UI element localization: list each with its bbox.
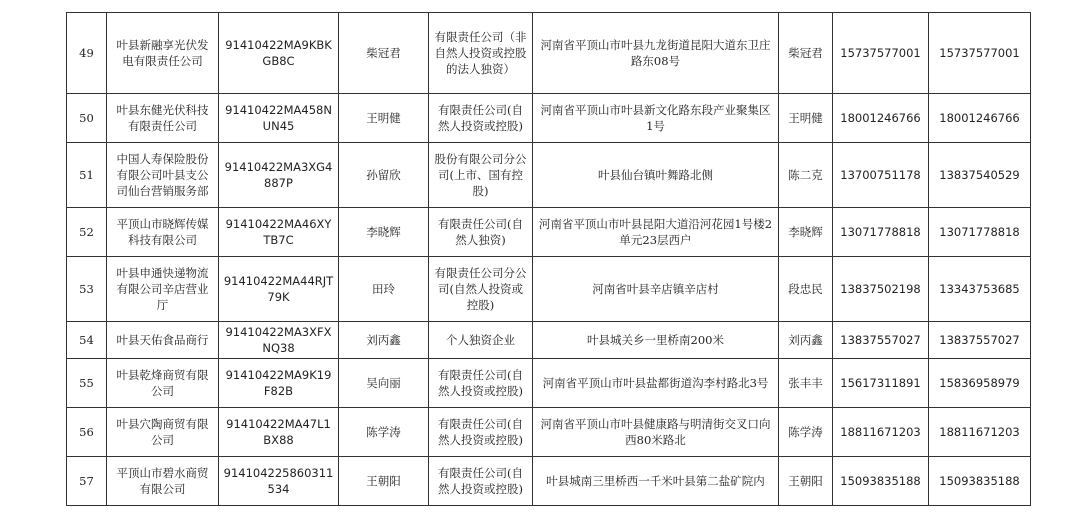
credit-code: 91410422MA3XFXNQ38 bbox=[219, 322, 339, 359]
table-row bbox=[67, 457, 1031, 506]
table-row bbox=[67, 94, 1031, 143]
legal-representative: 孙留欣 bbox=[339, 143, 429, 208]
phone-2: 13071778818 bbox=[929, 208, 1031, 257]
legal-representative: 李晓辉 bbox=[339, 208, 429, 257]
company-type: 有限责任公司(自然人投资或控股) bbox=[429, 408, 533, 457]
row-number: 56 bbox=[67, 408, 107, 457]
company-address: 河南省平顶山市叶县九龙街道昆阳大道东卫庄路东08号 bbox=[533, 13, 779, 94]
row-number: 57 bbox=[67, 457, 107, 506]
contact-person: 柴冠君 bbox=[779, 13, 833, 94]
phone-2: 13837540529 bbox=[929, 143, 1031, 208]
phone-2: 15836958979 bbox=[929, 359, 1031, 408]
company-name: 叶县天佑食品商行 bbox=[107, 322, 219, 359]
company-type: 有限责任公司(自然人投资或控股) bbox=[429, 94, 533, 143]
company-registry-table bbox=[66, 12, 1031, 506]
phone-1: 15093835188 bbox=[833, 457, 929, 506]
legal-representative: 王朝阳 bbox=[339, 457, 429, 506]
phone-2: 18001246766 bbox=[929, 94, 1031, 143]
phone-2: 18811671203 bbox=[929, 408, 1031, 457]
phone-2: 15737577001 bbox=[929, 13, 1031, 94]
row-number: 49 bbox=[67, 13, 107, 94]
table-row bbox=[67, 359, 1031, 408]
legal-representative: 刘丙鑫 bbox=[339, 322, 429, 359]
contact-person: 王朝阳 bbox=[779, 457, 833, 506]
row-number: 54 bbox=[67, 322, 107, 359]
contact-person: 王明健 bbox=[779, 94, 833, 143]
phone-1: 18811671203 bbox=[833, 408, 929, 457]
phone-2: 13837557027 bbox=[929, 322, 1031, 359]
table-row bbox=[67, 408, 1031, 457]
company-type: 有限责任公司(自然人独资) bbox=[429, 208, 533, 257]
company-name: 叶县申通快递物流有限公司辛店营业厅 bbox=[107, 257, 219, 322]
credit-code: 914104225860311534 bbox=[219, 457, 339, 506]
company-address: 河南省平顶山市叶县健康路与明清街交叉口向西80米路北 bbox=[533, 408, 779, 457]
credit-code: 91410422MA46XYTB7C bbox=[219, 208, 339, 257]
phone-2: 13343753685 bbox=[929, 257, 1031, 322]
company-name: 叶县东健光伏科技有限责任公司 bbox=[107, 94, 219, 143]
credit-code: 91410422MA47L1BX88 bbox=[219, 408, 339, 457]
legal-representative: 吴向丽 bbox=[339, 359, 429, 408]
contact-person: 陈学涛 bbox=[779, 408, 833, 457]
phone-1: 13837557027 bbox=[833, 322, 929, 359]
table-row bbox=[67, 13, 1031, 94]
company-name: 中国人寿保险股份有限公司叶县支公司仙台营销服务部 bbox=[107, 143, 219, 208]
legal-representative: 柴冠君 bbox=[339, 13, 429, 94]
company-type: 有限责任公司(自然人投资或控股) bbox=[429, 457, 533, 506]
row-number: 50 bbox=[67, 94, 107, 143]
phone-1: 18001246766 bbox=[833, 94, 929, 143]
contact-person: 段忠民 bbox=[779, 257, 833, 322]
table-row bbox=[67, 143, 1031, 208]
row-number: 53 bbox=[67, 257, 107, 322]
credit-code: 91410422MA44RJT79K bbox=[219, 257, 339, 322]
company-type: 股份有限公司分公司(上市、国有控股) bbox=[429, 143, 533, 208]
legal-representative: 田玲 bbox=[339, 257, 429, 322]
phone-1: 13700751178 bbox=[833, 143, 929, 208]
company-name: 平顶山市碧水商贸有限公司 bbox=[107, 457, 219, 506]
credit-code: 91410422MA9K19F82B bbox=[219, 359, 339, 408]
company-name: 叶县穴陶商贸有限公司 bbox=[107, 408, 219, 457]
company-name: 叶县新融享光伏发电有限责任公司 bbox=[107, 13, 219, 94]
contact-person: 陈二克 bbox=[779, 143, 833, 208]
credit-code: 91410422MA3XG4887P bbox=[219, 143, 339, 208]
credit-code: 91410422MA9KBKGB8C bbox=[219, 13, 339, 94]
contact-person: 刘丙鑫 bbox=[779, 322, 833, 359]
phone-1: 15737577001 bbox=[833, 13, 929, 94]
company-address: 河南省平顶山市叶县新文化路东段产业聚集区1号 bbox=[533, 94, 779, 143]
row-number: 52 bbox=[67, 208, 107, 257]
legal-representative: 陈学涛 bbox=[339, 408, 429, 457]
contact-person: 张丰丰 bbox=[779, 359, 833, 408]
company-address: 河南省叶县辛店镇辛店村 bbox=[533, 257, 779, 322]
row-number: 51 bbox=[67, 143, 107, 208]
phone-1: 13071778818 bbox=[833, 208, 929, 257]
company-address: 河南省平顶山市叶县昆阳大道沿河花园1号楼2单元23层西户 bbox=[533, 208, 779, 257]
company-address: 叶县城南三里桥西一千米叶县第二盐矿院内 bbox=[533, 457, 779, 506]
company-address: 叶县仙台镇叶舞路北侧 bbox=[533, 143, 779, 208]
company-name: 平顶山市晓辉传媒科技有限公司 bbox=[107, 208, 219, 257]
legal-representative: 王明健 bbox=[339, 94, 429, 143]
table-row bbox=[67, 208, 1031, 257]
table-row bbox=[67, 257, 1031, 322]
company-type: 有限责任公司（非自然人投资或控股的法人独资） bbox=[429, 13, 533, 94]
table-row bbox=[67, 322, 1031, 359]
contact-person: 李晓辉 bbox=[779, 208, 833, 257]
company-type: 个人独资企业 bbox=[429, 322, 533, 359]
company-address: 叶县城关乡一里桥南200米 bbox=[533, 322, 779, 359]
company-address: 河南省平顶山市叶县盐都街道沟李村路北3号 bbox=[533, 359, 779, 408]
phone-1: 13837502198 bbox=[833, 257, 929, 322]
company-type: 有限责任公司分公司(自然人投资或控股) bbox=[429, 257, 533, 322]
phone-2: 15093835188 bbox=[929, 457, 1031, 506]
phone-1: 15617311891 bbox=[833, 359, 929, 408]
row-number: 55 bbox=[67, 359, 107, 408]
company-name: 叶县乾烽商贸有限公司 bbox=[107, 359, 219, 408]
company-type: 有限责任公司(自然人投资或控股) bbox=[429, 359, 533, 408]
credit-code: 91410422MA458NUN45 bbox=[219, 94, 339, 143]
